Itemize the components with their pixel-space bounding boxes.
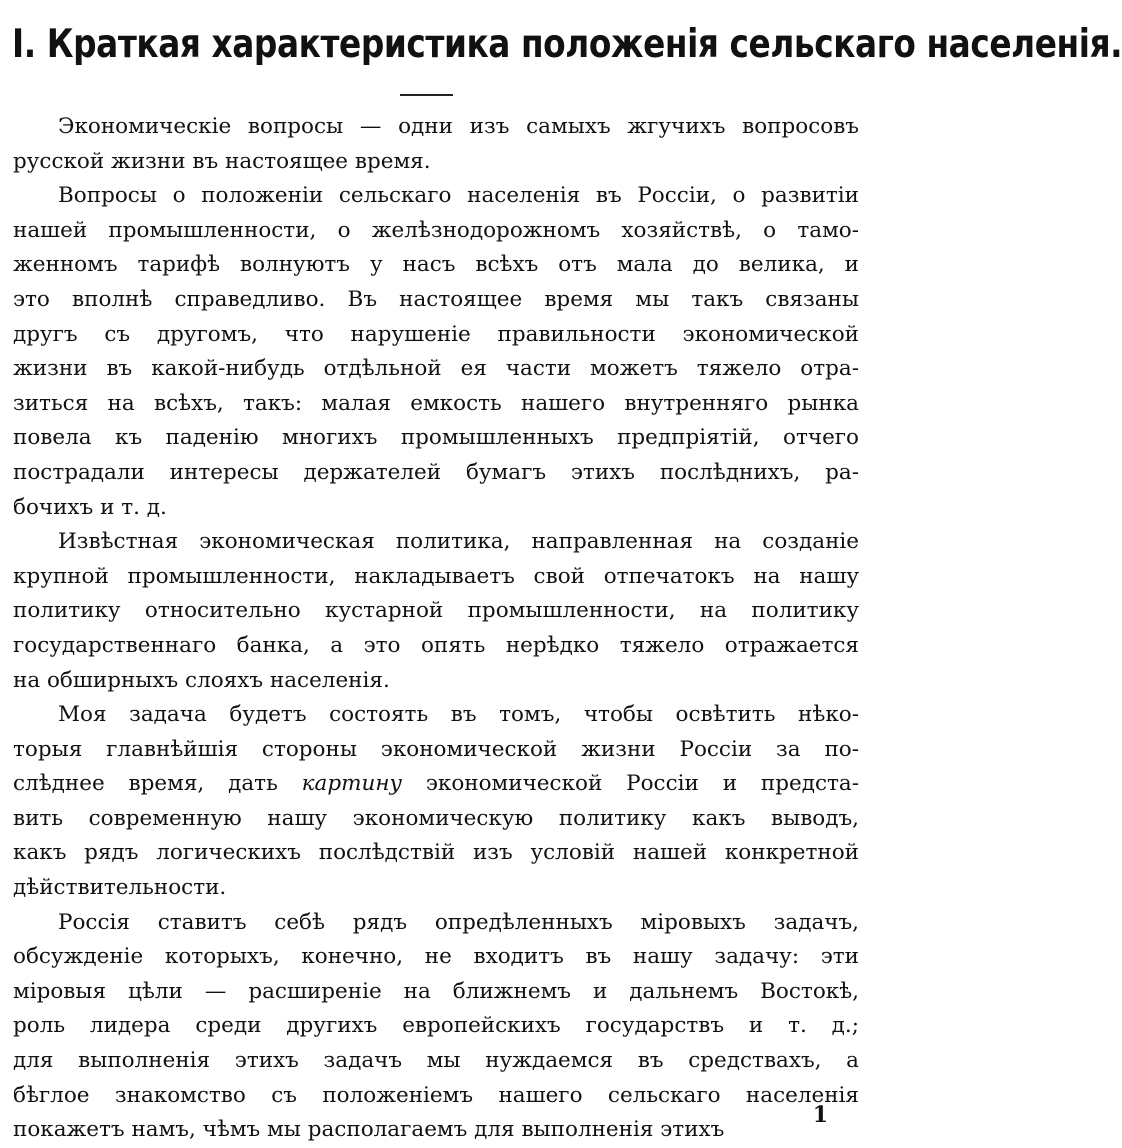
chapter-title: I. Краткая характеристика положенія сельскаго населенія. [12,22,1122,67]
paragraph [13,179,859,525]
text-line: Моя задача будетъ состоять въ томъ, чтобы освѣтить нѣко- [58,702,859,728]
text-line: обсужденіе которыхъ, конечно, не входитъ въ нашу задачу: эти [13,944,859,970]
text-line: торыя главнѣйшія стороны экономической жизни Россіи за по- [13,736,859,762]
paragraph [13,525,859,698]
paragraph [13,906,859,1148]
text-line: для выполненія этихъ задачъ мы нуждаемся въ средствахъ, а [13,1048,859,1074]
text-line: роль лидера среди другихъ европейскихъ государствъ и т. д.; [13,1013,859,1039]
paragraph [13,698,859,906]
text-line: Экономическіе вопросы — одни изъ самыхъ жгучихъ вопросовъ [58,114,859,139]
text-line: зиться на всѣхъ, такъ: малая емкость нашего внутренняго рынка [13,390,859,416]
text-line: нашей промышленности, о желѣзнодорожномъ хозяйствѣ, о тамо- [13,217,859,243]
text-line: какъ рядъ логическихъ послѣдствій изъ условій нашей конкретной [13,840,859,866]
text-line: на обширныхъ слояхъ населенія. [13,667,390,693]
chapter-body [13,110,859,1148]
text-line: русской жизни въ настоящее время. [13,148,431,174]
text-line: женномъ тарифѣ волнуютъ у насъ всѣхъ отъ мала до велика, и [13,252,859,278]
text-line: міровыя цѣли — расширеніе на ближнемъ и дальнемъ Востокѣ, [13,978,859,1004]
text-line: политику относительно кустарной промышленности, на политику [13,598,859,624]
text-line: вить современную нашу экономическую политику какъ выводъ, [13,805,859,831]
text-line: бѣглое знакомство съ положеніемъ нашего сельскаго населенія [13,1082,859,1108]
text-line: государственнаго банка, а это опять нерѣдко тяжело отражается [13,632,859,658]
paragraph [13,110,859,179]
emphasized-word: картину [301,771,402,797]
text-line: пострадали интересы держателей бумагъ этихъ послѣднихъ, ра- [13,459,859,485]
title-divider [400,94,453,96]
text-line: другъ съ другомъ, что нарушеніе правильности экономической [13,321,859,347]
text-line: повела къ паденію многихъ промышленныхъ предпріятій, отчего [13,425,859,451]
text-line: бочихъ и т. д. [13,494,167,520]
text-line: дѣйствительности. [13,875,227,901]
text-line: Россія ставитъ себѣ рядъ опредѣленныхъ міровыхъ задачъ, [58,909,859,935]
text-line: Извѣстная экономическая политика, направленная на созданіе [58,529,859,555]
text-line: слѣднее время, дать картину экономической Россіи и предста- [13,771,859,797]
text-line: это вполнѣ справедливо. Въ настоящее время мы такъ связаны [13,286,859,312]
text-line: покажетъ намъ, чѣмъ мы располагаемъ для выполненія этихъ [13,1117,725,1143]
text-line: Вопросы о положеніи сельскаго населенія въ Россіи, о развитіи [58,183,859,209]
text-line: крупной промышленности, накладываетъ свой отпечатокъ на нашу [13,563,859,589]
page-number: 1 [812,1102,828,1128]
text-line: жизни въ какой-нибудь отдѣльной ея части можетъ тяжело отра- [13,356,859,382]
